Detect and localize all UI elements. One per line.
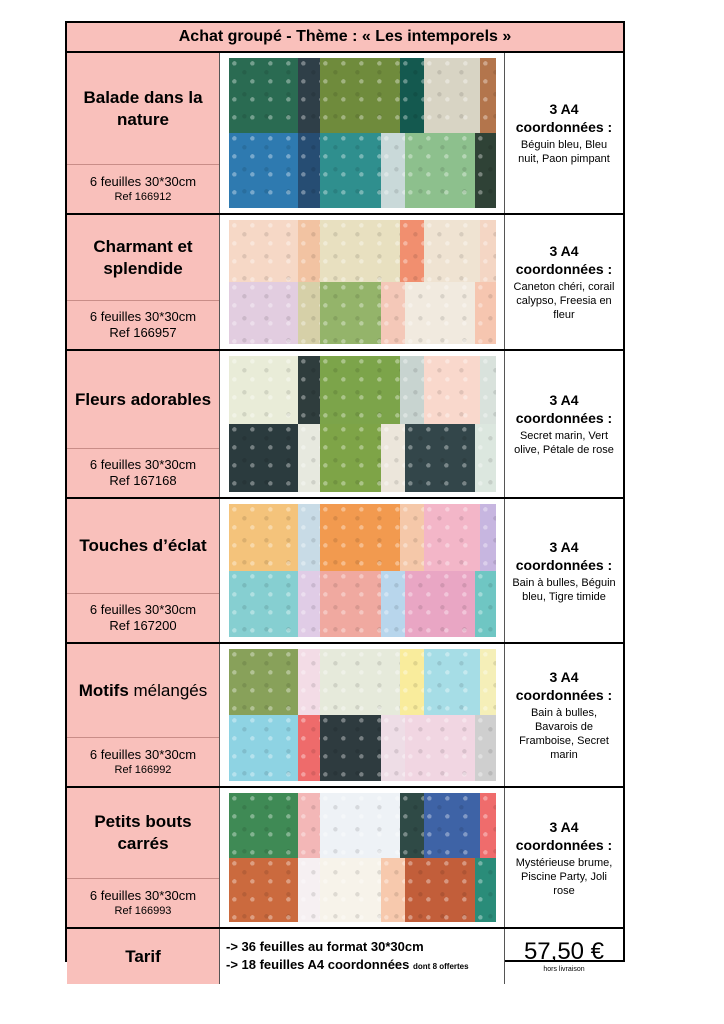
paper-swatch [381, 282, 405, 344]
a4-coordinates [505, 215, 623, 349]
paper-swatch [298, 133, 319, 208]
a4-count: 3 A4 [549, 243, 579, 259]
paper-swatches [229, 649, 496, 781]
paper-swatch [320, 504, 400, 571]
paper-swatch [475, 715, 496, 781]
tarif-note: hors livraison [543, 965, 585, 973]
product-specs [67, 165, 219, 213]
a4-colors: Mystérieuse brume, Piscine Party, Joli rose [515, 856, 613, 897]
paper-swatch [381, 858, 405, 923]
a4-count: 3 A4 [549, 392, 579, 408]
tarif-line-2 [226, 956, 498, 976]
product-info [67, 788, 220, 927]
sheet-count: 6 feuilles 30*30cm [89, 309, 197, 324]
paper-swatch [381, 424, 405, 492]
paper-swatch [424, 793, 480, 858]
tarif-line-2-text: -> 18 feuilles A4 coordonnées [226, 956, 410, 972]
product-row [67, 215, 623, 351]
product-name-part: Petits bouts carrés [94, 812, 192, 853]
paper-swatch [229, 793, 298, 858]
paper-preview [220, 788, 505, 927]
product-info [67, 215, 220, 349]
paper-swatch [320, 715, 381, 781]
product-ref: Ref 166957 [109, 325, 177, 340]
a4-count: 3 A4 [549, 818, 579, 835]
product-row [67, 644, 623, 788]
paper-swatch [298, 282, 319, 344]
paper-swatch [229, 571, 298, 638]
product-specs [67, 594, 219, 642]
paper-swatch [400, 356, 424, 424]
product-ref: Ref 166992 [114, 764, 172, 776]
paper-swatch [381, 571, 405, 638]
paper-swatch [298, 858, 319, 923]
paper-swatch [298, 571, 319, 638]
paper-swatch [400, 504, 424, 571]
a4-coord-label: coordonnées : [515, 687, 613, 703]
sheet-count: 6 feuilles 30*30cm [89, 602, 197, 617]
a4-coordinates [505, 53, 623, 213]
paper-swatch [405, 424, 474, 492]
a4-coord-label: coordonnées : [515, 836, 613, 853]
product-name [67, 499, 219, 594]
paper-swatch [405, 858, 474, 923]
paper-swatch [320, 133, 381, 208]
a4-coord-label: coordonnées : [515, 410, 613, 426]
paper-swatch [298, 356, 319, 424]
paper-swatch [229, 858, 298, 923]
product-name-part: Touches d’éclat [79, 536, 207, 555]
paper-swatch [298, 220, 319, 282]
paper-swatch [424, 220, 480, 282]
paper-swatch [298, 649, 319, 715]
paper-swatch [320, 793, 400, 858]
product-info [67, 351, 220, 497]
paper-swatch [298, 504, 319, 571]
paper-swatch [298, 424, 319, 492]
a4-coord-label: coordonnées : [515, 556, 613, 573]
a4-coord-label: coordonnées : [515, 261, 613, 277]
paper-swatch [475, 858, 496, 923]
paper-swatch [424, 58, 480, 133]
tarif-details [220, 929, 505, 984]
paper-swatch [229, 424, 298, 492]
product-name [67, 644, 219, 738]
product-name [67, 788, 219, 879]
sheet-count: 6 feuilles 30*30cm [89, 747, 197, 762]
paper-swatch [475, 282, 496, 344]
paper-preview [220, 351, 505, 497]
a4-coord-label: coordonnées : [515, 119, 613, 135]
paper-swatches [229, 504, 496, 637]
flyer-sheet [65, 21, 625, 973]
paper-swatch [320, 220, 400, 282]
product-row [67, 788, 623, 929]
product-row [67, 351, 623, 499]
paper-swatch [480, 220, 496, 282]
product-row [67, 53, 623, 215]
product-name-part: Motifs [78, 680, 129, 700]
tarif-price: 57,50 € [523, 937, 605, 965]
paper-swatch [229, 133, 298, 208]
paper-swatch [320, 649, 400, 715]
paper-swatch [480, 793, 496, 858]
paper-swatch [229, 504, 298, 571]
a4-coordinates [505, 499, 623, 642]
paper-swatches [229, 58, 496, 208]
product-ref: Ref 167168 [109, 473, 177, 488]
product-ref: Ref 166993 [114, 905, 172, 917]
page-title: Achat groupé - Thème : « Les intemporels » [67, 23, 623, 53]
product-ref: Ref 167200 [109, 618, 177, 633]
paper-swatch [424, 504, 480, 571]
a4-count: 3 A4 [549, 101, 579, 117]
product-name [67, 215, 219, 301]
paper-swatch [475, 424, 496, 492]
a4-coordinates [505, 788, 623, 927]
paper-swatch [480, 356, 496, 424]
paper-swatch [405, 133, 474, 208]
product-name-part: Balade dans la nature [83, 87, 203, 129]
paper-swatch [381, 715, 405, 781]
paper-swatch [229, 715, 298, 781]
paper-swatch [381, 133, 405, 208]
paper-swatch [298, 58, 319, 133]
paper-swatch [424, 649, 480, 715]
a4-coordinates [505, 644, 623, 786]
paper-swatches [229, 793, 496, 922]
a4-count: 3 A4 [549, 669, 579, 685]
paper-swatch [475, 133, 496, 208]
paper-swatch [320, 282, 381, 344]
paper-swatch [400, 58, 424, 133]
paper-swatches [229, 356, 496, 492]
paper-swatch [405, 282, 474, 344]
product-list [67, 53, 623, 929]
paper-swatch [229, 220, 298, 282]
tarif-line-1: -> 36 feuilles au format 30*30cm [226, 938, 424, 954]
paper-swatch [229, 356, 298, 424]
product-name-part: Charmant et splendide [93, 236, 193, 278]
product-specs [67, 301, 219, 349]
tarif-price-cell [505, 929, 623, 984]
product-name [67, 351, 219, 449]
a4-colors: Secret marin, Vert olive, Pétale de rose [514, 430, 614, 456]
paper-preview [220, 53, 505, 213]
paper-swatch [400, 649, 424, 715]
paper-swatch [320, 571, 381, 638]
a4-colors: Caneton chéri, corail calypso, Freesia en fleur [513, 281, 615, 321]
sheet-count: 6 feuilles 30*30cm [89, 174, 197, 189]
paper-swatch [400, 793, 424, 858]
paper-swatch [405, 715, 474, 781]
paper-preview [220, 499, 505, 642]
product-row [67, 499, 623, 644]
paper-swatch [298, 793, 319, 858]
paper-swatch [229, 649, 298, 715]
a4-colors: Bain à bulles, Béguin bleu, Tigre timide [512, 576, 616, 603]
paper-swatch [320, 356, 400, 424]
paper-swatch [320, 858, 381, 923]
product-name-part: Fleurs adorables [74, 389, 212, 409]
paper-swatches [229, 220, 496, 344]
paper-swatch [320, 58, 400, 133]
a4-colors: Bain à bulles, Bavarois de Framboise, Secret marin [519, 707, 609, 761]
product-info [67, 644, 220, 786]
paper-swatch [475, 571, 496, 638]
a4-coordinates [505, 351, 623, 497]
product-name [67, 53, 219, 165]
paper-swatch [298, 715, 319, 781]
sheet-count: 6 feuilles 30*30cm [89, 457, 197, 472]
product-specs [67, 879, 219, 927]
tarif-line-2-small: dont 8 offertes [413, 961, 469, 971]
paper-swatch [229, 58, 298, 133]
paper-swatch [480, 649, 496, 715]
tarif-row [67, 929, 623, 984]
paper-swatch [400, 220, 424, 282]
paper-swatch [480, 504, 496, 571]
paper-swatch [320, 424, 381, 492]
product-ref: Ref 166912 [114, 191, 172, 203]
product-info [67, 499, 220, 642]
paper-swatch [480, 58, 496, 133]
a4-colors: Béguin bleu, Bleu nuit, Paon pimpant [518, 139, 610, 165]
product-specs [67, 738, 219, 786]
paper-preview [220, 215, 505, 349]
product-info [67, 53, 220, 213]
paper-swatch [424, 356, 480, 424]
paper-preview [220, 644, 505, 786]
a4-count: 3 A4 [549, 538, 579, 555]
paper-swatch [229, 282, 298, 344]
tarif-label: Tarif [67, 929, 220, 984]
product-specs [67, 449, 219, 497]
paper-swatch [405, 571, 474, 638]
sheet-count: 6 feuilles 30*30cm [89, 888, 197, 903]
product-name-part: mélangés [128, 680, 208, 700]
